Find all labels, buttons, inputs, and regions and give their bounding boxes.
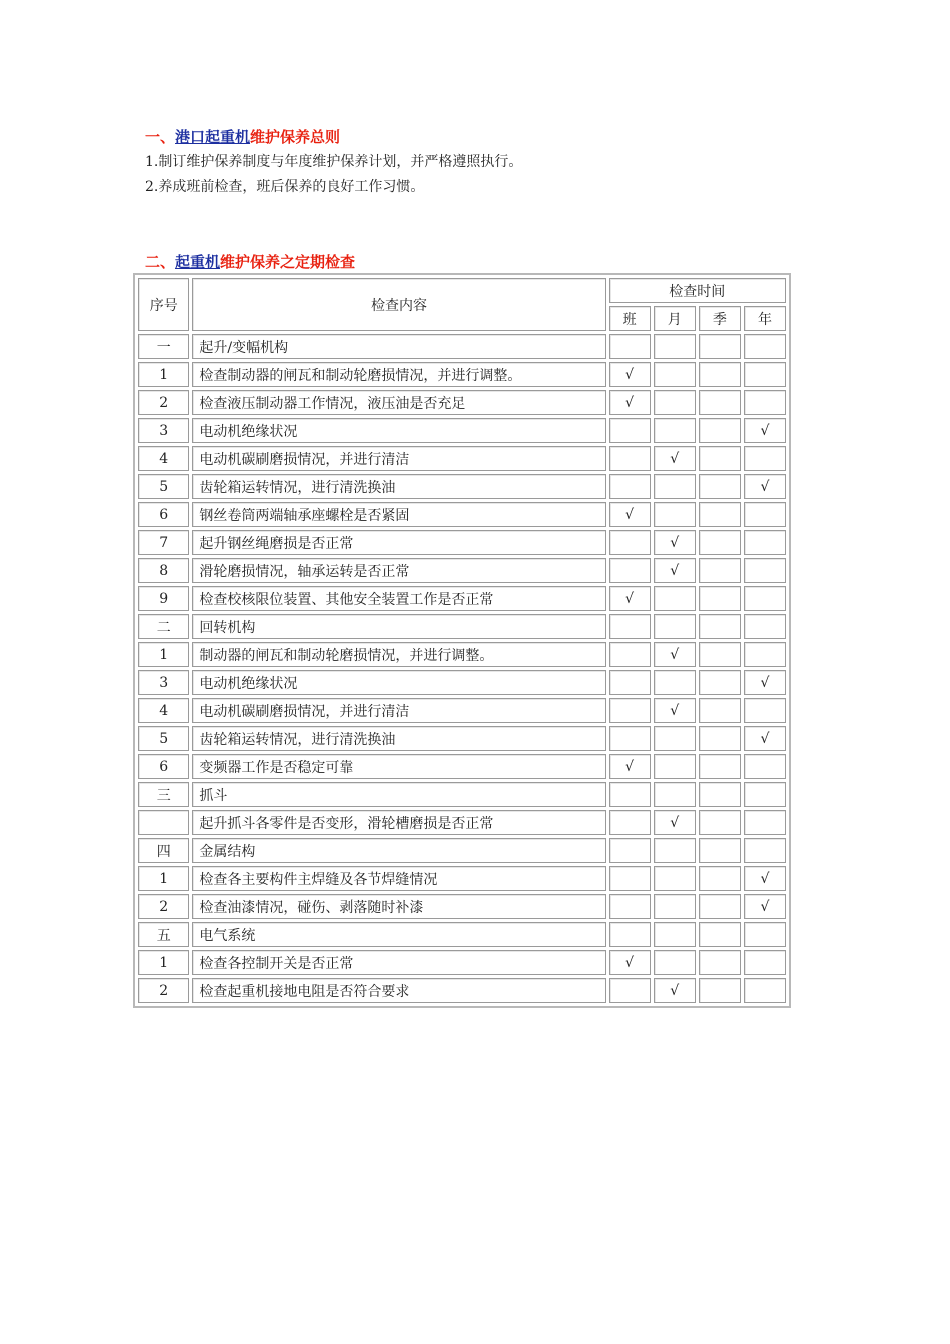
row-content: 齿轮箱运转情况，进行清洗换油 <box>192 474 605 499</box>
table-row <box>138 642 786 667</box>
row-mark-year <box>744 558 786 583</box>
row-content: 滑轮磨损情况，轴承运转是否正常 <box>192 558 605 583</box>
table-row <box>138 726 786 751</box>
row-mark-quarter <box>699 558 741 583</box>
row-seq: 6 <box>138 502 189 527</box>
row-mark-shift <box>609 894 651 919</box>
row-content: 起升钢丝绳磨损是否正常 <box>192 530 605 555</box>
row-mark-month: √ <box>654 530 696 555</box>
row-mark-year <box>744 586 786 611</box>
row-mark-quarter <box>699 950 741 975</box>
row-mark-shift: √ <box>609 754 651 779</box>
row-mark-shift <box>609 474 651 499</box>
row-mark-month <box>654 726 696 751</box>
row-mark-shift <box>609 782 651 807</box>
row-mark-month: √ <box>654 446 696 471</box>
row-mark-year <box>744 362 786 387</box>
row-mark-shift <box>609 446 651 471</box>
table-row <box>138 446 786 471</box>
row-seq <box>138 810 189 835</box>
row-mark-quarter <box>699 474 741 499</box>
table-row <box>138 334 786 359</box>
header-period-month: 月 <box>654 306 696 331</box>
row-mark-month: √ <box>654 810 696 835</box>
row-seq: 1 <box>138 362 189 387</box>
row-mark-quarter <box>699 726 741 751</box>
table-header-row <box>138 278 786 303</box>
table-row <box>138 362 786 387</box>
row-mark-quarter <box>699 586 741 611</box>
row-mark-month <box>654 334 696 359</box>
row-seq: 5 <box>138 726 189 751</box>
row-content: 电动机绝缘状况 <box>192 418 605 443</box>
row-seq: 四 <box>138 838 189 863</box>
header-period-shift: 班 <box>609 306 651 331</box>
row-mark-shift <box>609 642 651 667</box>
row-mark-quarter <box>699 782 741 807</box>
row-mark-quarter <box>699 418 741 443</box>
table-row <box>138 502 786 527</box>
row-mark-year <box>744 642 786 667</box>
row-mark-year <box>744 782 786 807</box>
row-mark-year <box>744 838 786 863</box>
row-mark-month: √ <box>654 978 696 1003</box>
row-mark-shift: √ <box>609 950 651 975</box>
row-mark-year <box>744 502 786 527</box>
row-mark-month <box>654 474 696 499</box>
row-content: 电动机碳刷磨损情况，并进行清洁 <box>192 698 605 723</box>
row-content: 检查校核限位装置、其他安全装置工作是否正常 <box>192 586 605 611</box>
row-seq: 8 <box>138 558 189 583</box>
section1-title-suffix: 维护保养总则 <box>250 128 341 146</box>
row-seq: 三 <box>138 782 189 807</box>
table-row <box>138 810 786 835</box>
table-row <box>138 558 786 583</box>
row-mark-year: √ <box>744 726 786 751</box>
row-content: 起升/变幅机构 <box>192 334 605 359</box>
row-mark-quarter <box>699 978 741 1003</box>
row-mark-year: √ <box>744 670 786 695</box>
section1-title-link[interactable]: 港口起重机 <box>175 128 251 146</box>
row-mark-quarter <box>699 838 741 863</box>
row-mark-shift <box>609 334 651 359</box>
row-mark-quarter <box>699 922 741 947</box>
header-period-year: 年 <box>744 306 786 331</box>
row-mark-year <box>744 950 786 975</box>
row-mark-quarter <box>699 502 741 527</box>
row-mark-shift <box>609 838 651 863</box>
table-row <box>138 838 786 863</box>
row-mark-quarter <box>699 530 741 555</box>
row-mark-month <box>654 894 696 919</box>
row-content: 检查起重机接地电阻是否符合要求 <box>192 978 605 1003</box>
row-seq: 9 <box>138 586 189 611</box>
row-mark-year <box>744 698 786 723</box>
section2-title <box>145 251 355 272</box>
row-mark-quarter <box>699 670 741 695</box>
table-row <box>138 614 786 639</box>
row-content: 金属结构 <box>192 838 605 863</box>
table-row <box>138 978 786 1003</box>
section1-paragraph-1: 1.制订维护保养制度与年度维护保养计划，并严格遵照执行。 <box>145 154 523 170</box>
row-seq: 2 <box>138 894 189 919</box>
row-mark-shift <box>609 670 651 695</box>
row-seq: 一 <box>138 334 189 359</box>
row-mark-month: √ <box>654 558 696 583</box>
row-seq: 6 <box>138 754 189 779</box>
row-mark-year <box>744 390 786 415</box>
table-row <box>138 670 786 695</box>
row-mark-month <box>654 670 696 695</box>
row-mark-month: √ <box>654 698 696 723</box>
row-mark-quarter <box>699 866 741 891</box>
row-content: 钢丝卷筒两端轴承座螺栓是否紧固 <box>192 502 605 527</box>
row-mark-year: √ <box>744 474 786 499</box>
table-row <box>138 474 786 499</box>
row-mark-month <box>654 950 696 975</box>
row-seq: 2 <box>138 390 189 415</box>
row-seq: 3 <box>138 670 189 695</box>
section1-title-prefix: 一、 <box>145 128 176 146</box>
row-mark-shift <box>609 922 651 947</box>
table-row <box>138 390 786 415</box>
row-mark-year <box>744 978 786 1003</box>
row-mark-shift <box>609 558 651 583</box>
row-mark-year <box>744 334 786 359</box>
row-content: 起升抓斗各零件是否变形，滑轮槽磨损是否正常 <box>192 810 605 835</box>
row-mark-month <box>654 922 696 947</box>
row-mark-year <box>744 614 786 639</box>
row-content: 电气系统 <box>192 922 605 947</box>
section2-title-prefix: 二、 <box>145 253 176 271</box>
row-seq: 1 <box>138 950 189 975</box>
row-mark-quarter <box>699 334 741 359</box>
row-mark-quarter <box>699 642 741 667</box>
row-seq: 7 <box>138 530 189 555</box>
row-mark-month <box>654 502 696 527</box>
row-mark-month <box>654 586 696 611</box>
row-mark-year <box>744 446 786 471</box>
row-mark-month <box>654 362 696 387</box>
row-mark-month <box>654 418 696 443</box>
row-content: 抓斗 <box>192 782 605 807</box>
row-mark-quarter <box>699 698 741 723</box>
row-seq: 2 <box>138 978 189 1003</box>
row-content: 电动机碳刷磨损情况，并进行清洁 <box>192 446 605 471</box>
row-content: 回转机构 <box>192 614 605 639</box>
row-mark-shift: √ <box>609 502 651 527</box>
row-mark-shift <box>609 418 651 443</box>
row-seq: 4 <box>138 698 189 723</box>
row-mark-month <box>654 866 696 891</box>
row-mark-year <box>744 530 786 555</box>
row-seq: 4 <box>138 446 189 471</box>
row-seq: 3 <box>138 418 189 443</box>
row-mark-shift <box>609 866 651 891</box>
row-mark-month <box>654 838 696 863</box>
row-mark-shift <box>609 810 651 835</box>
row-mark-quarter <box>699 810 741 835</box>
row-mark-shift <box>609 698 651 723</box>
header-seq: 序号 <box>138 278 189 331</box>
row-mark-shift: √ <box>609 586 651 611</box>
row-seq: 1 <box>138 866 189 891</box>
row-mark-quarter <box>699 754 741 779</box>
row-mark-quarter <box>699 446 741 471</box>
row-mark-shift <box>609 978 651 1003</box>
row-mark-shift <box>609 530 651 555</box>
table-row <box>138 866 786 891</box>
row-seq: 1 <box>138 642 189 667</box>
row-seq: 二 <box>138 614 189 639</box>
row-mark-month <box>654 754 696 779</box>
table-row <box>138 418 786 443</box>
row-mark-shift: √ <box>609 362 651 387</box>
section2-title-suffix: 维护保养之定期检查 <box>220 253 356 271</box>
row-mark-year: √ <box>744 894 786 919</box>
table-row <box>138 530 786 555</box>
row-mark-shift <box>609 614 651 639</box>
table-row <box>138 950 786 975</box>
section1-title <box>145 126 340 147</box>
inspection-table <box>133 273 791 1008</box>
row-seq: 5 <box>138 474 189 499</box>
table-row <box>138 754 786 779</box>
row-mark-quarter <box>699 614 741 639</box>
row-content: 制动器的闸瓦和制动轮磨损情况，并进行调整。 <box>192 642 605 667</box>
header-period-quarter: 季 <box>699 306 741 331</box>
table-row <box>138 894 786 919</box>
row-mark-year <box>744 810 786 835</box>
header-time: 检查时间 <box>609 278 786 303</box>
row-mark-year <box>744 922 786 947</box>
row-mark-quarter <box>699 362 741 387</box>
row-content: 检查各主要构件主焊缝及各节焊缝情况 <box>192 866 605 891</box>
row-mark-month <box>654 614 696 639</box>
row-content: 检查液压制动器工作情况，液压油是否充足 <box>192 390 605 415</box>
table-row <box>138 586 786 611</box>
row-mark-month: √ <box>654 642 696 667</box>
row-seq: 五 <box>138 922 189 947</box>
header-content: 检查内容 <box>192 278 605 331</box>
row-mark-year: √ <box>744 866 786 891</box>
section2-title-link[interactable]: 起重机 <box>175 253 221 271</box>
row-mark-month <box>654 782 696 807</box>
table-row <box>138 698 786 723</box>
section1-paragraph-2: 2.养成班前检查，班后保养的良好工作习惯。 <box>145 179 425 195</box>
row-mark-year: √ <box>744 418 786 443</box>
row-mark-year <box>744 754 786 779</box>
table-row <box>138 922 786 947</box>
row-content: 变频器工作是否稳定可靠 <box>192 754 605 779</box>
row-mark-month <box>654 390 696 415</box>
row-content: 检查制动器的闸瓦和制动轮磨损情况，并进行调整。 <box>192 362 605 387</box>
row-content: 检查油漆情况，碰伤、剥落随时补漆 <box>192 894 605 919</box>
row-content: 检查各控制开关是否正常 <box>192 950 605 975</box>
table-row <box>138 782 786 807</box>
row-mark-quarter <box>699 390 741 415</box>
row-content: 电动机绝缘状况 <box>192 670 605 695</box>
row-content: 齿轮箱运转情况，进行清洗换油 <box>192 726 605 751</box>
row-mark-shift: √ <box>609 390 651 415</box>
row-mark-shift <box>609 726 651 751</box>
row-mark-quarter <box>699 894 741 919</box>
